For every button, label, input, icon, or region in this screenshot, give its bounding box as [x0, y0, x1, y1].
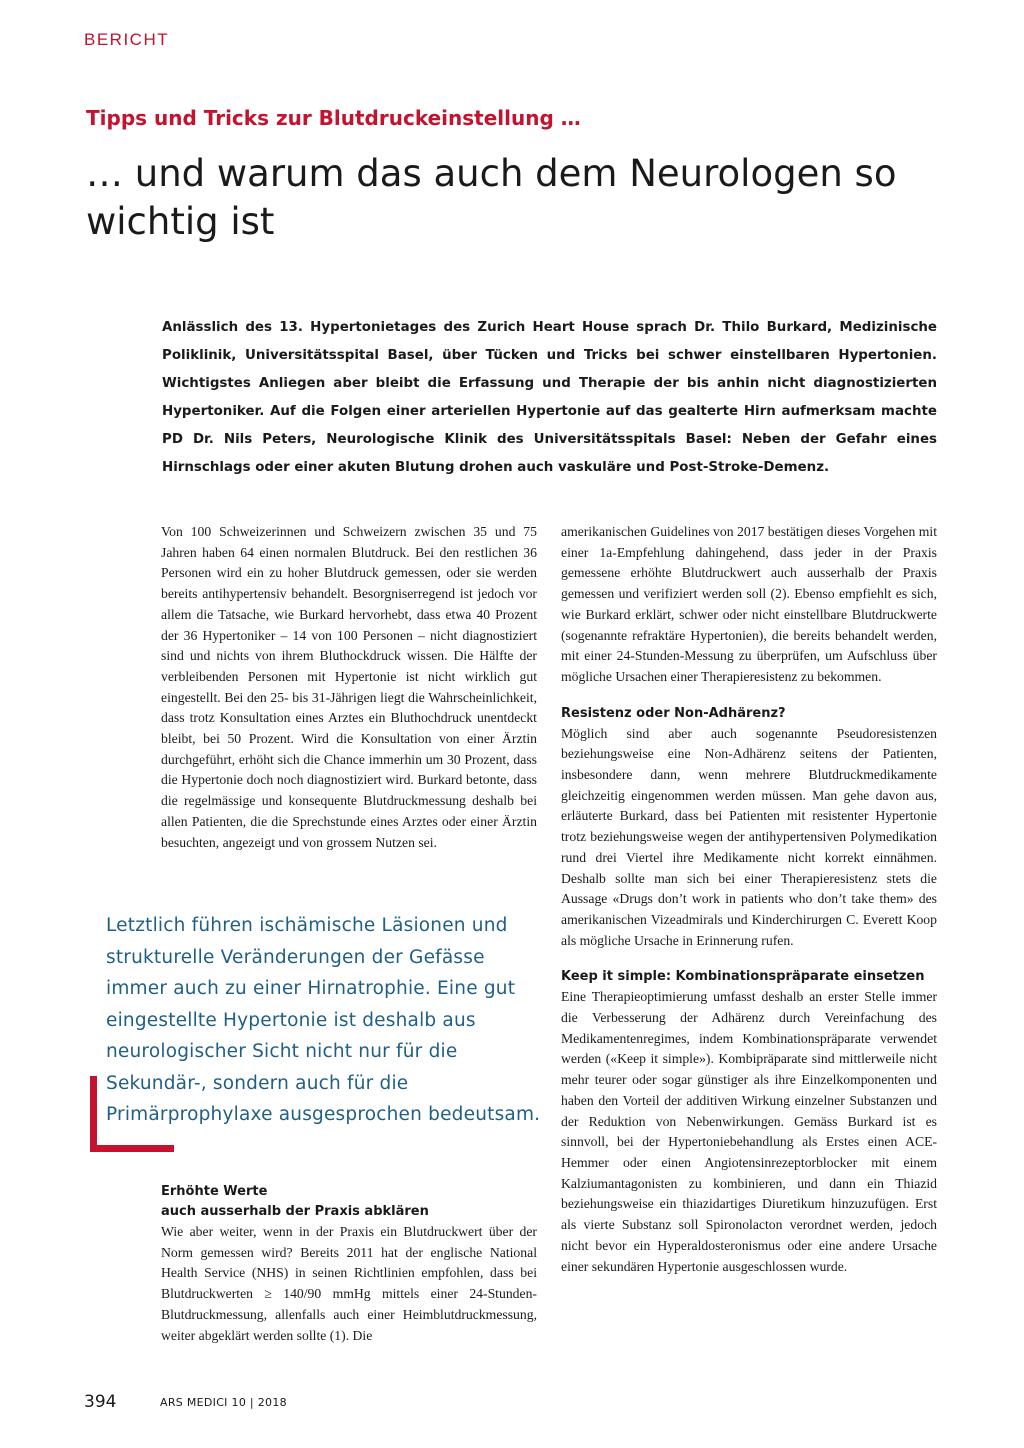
- section-heading-3: Keep it simple: Kombinationspräparate einsetzen: [561, 969, 925, 985]
- column-left-top: [161, 522, 537, 853]
- column-left-bottom: [161, 1182, 537, 1346]
- section-2-paragraph: Möglich sind aber auch sogenannte Pseudoresistenzen beziehungsweise eine Non-Adhärenz seitens der Patienten, insbesondere dann, wenn mehrere Blutdruckmedikamente gleichzeitig eingenommen werden müssen. Man gehe davon aus, erläuterte Burkard, dass bei Patienten mit resistenter Hypertonie trotz beziehungsweise wegen der antihypertensiven Polymedikation rund drei Viertel ihre Medikamente nicht korrekt einnähmen. Deshalb sollte man sich bei einer Therapieresistenz stets die Aussage «Drugs don’t work in patients who don’t take them» des amerikanischen Vizeadmirals und Kinderchirurgen C. Everett Koop als mögliche Ursache in Erinnerung rufen.: [561, 725, 937, 948]
- section-heading-1: [161, 1182, 537, 1222]
- section-3-paragraph: Eine Therapieoptimierung umfasst deshalb an erster Stelle immer die Verbesserung der Adhärenz durch Vereinfachung des Medikamentenregimes, indem Kombinationspräparate verwendet werden («Keep it simple»). Kombipräparate sind mittlerweile nicht mehr teurer oder sogar günstiger als ihre Einzelkomponenten und haben den Vorteil der additiven Wirkung einzelner Substanzen und der Reduktion von Nebenwirkungen. Gemäss Burkard ist es sinnvoll, bei der Hypertoniebehandlung als Erstes einen ACE-Hemmer oder einen Angiotensinrezeptorblocker mit einem Kalziumantagonisten zu kombinieren, und dann ein Thiazid beziehungsweise ein thiazidartiges Diuretikum hinzuzufügen. Erst als vierte Substanz soll Spironolacton verordnet werden, jedoch nicht bevor ein Hyperaldosteronismus oder eine andere Ursache einer sekundären Hypertonie ausgeschlossen wurde.: [561, 989, 937, 1274]
- article-headline: … und warum das auch dem Neurologen so wichtig ist: [86, 152, 897, 243]
- section-heading-2: Resistenz oder Non-Adhärenz?: [561, 705, 786, 721]
- pull-quote: Letztlich führen ischämische Läsionen und strukturelle Veränderungen der Gefässe immer auch zu einer Hirnatrophie. Eine gut eingestellte Hypertonie ist deshalb aus neurologischer Sicht nicht nur für die Sekundär-, sondern auch für die Primärprophylaxe ausgesprochen bedeutsam.: [106, 915, 541, 1125]
- pull-quote-bracket-vertical: [90, 1076, 97, 1152]
- intro-paragraph: Von 100 Schweizerinnen und Schweizern zwischen 35 und 75 Jahren haben 64 einen normalen Blutdruck. Bei den restlichen 36 Personen wird ein zu hoher Blutdruck gemessen, oder sie werden bereits antihypertensiv behandelt. Besorgniserregend ist jedoch vor allem die Tatsache, wie Burkard hervorhebt, dass etwa 40 Prozent der 36 Hypertoniker – 14 von 100 Personen – nicht diagnostiziert sind und nichts von ihrem Bluthockdruck wissen. Die Hälfte der verbleibenden Personen mit Hypertonie ist nicht wirklich gut eingestellt. Bei den 25- bis 31-Jährigen liegt die Wahrscheinlichkeit, dass trotz Konsultation eines Arztes ein Bluthochdruck unentdeckt bleibt, bei 50 Prozent. Wird die Konsultation von einer Ärztin durchgeführt, erhöht sich die Chance immerhin um 30 Prozent, dass die Hypertonie doch noch diagnostiziert wird. Burkard betonte, dass die regelmässige und konsequente Blutdruckmessung deshalb bei allen Patienten, die die Sprechstunde eines Arztes oder einer Ärztin besuchten, angezeigt und von grossem Nutzen sei.: [161, 524, 537, 850]
- article-lead: Anlässlich des 13. Hypertonietages des Zurich Heart House sprach Dr. Thilo Burkard, Medizinische Poliklinik, Universitätsspital Basel, über Tücken und Tricks bei schwer einstellbaren Hypertonien. Wichtigstes Anliegen aber bleibt die Erfassung und Therapie der bis anhin nicht diagnostizierten Hypertoniker. Auf die Folgen einer arteriellen Hypertonie auf das gealterte Hirn aufmerksam machte PD Dr. Nils Peters, Neurologische Klinik des Universitätsspitals Basel: Neben der Gefahr eines Hirnschlags oder einer akuten Blutung drohen auch vaskuläre und Post-Stroke-Demenz.: [162, 320, 937, 475]
- section-1-paragraph: Wie aber weiter, wenn in der Praxis ein Blutdruckwert über der Norm gemessen wird? Bereits 2011 hat der englische National Health Service (NHS) in seinen Richtlinien empfohlen, dass bei Blutdruckwerten ≥ 140/90 mmHg mittels einer 24-Stunden-Blutdruckmessung, allenfalls auch einer Heimblutdruckmessung, weiter abgeklärt werden sollte (1). Die: [161, 1224, 537, 1343]
- journal-issue: ARS MEDICI 10 | 2018: [160, 1396, 287, 1409]
- section-heading-1-line1: Erhöhte Werte: [161, 1184, 268, 1199]
- continuation-paragraph: amerikanischen Guidelines von 2017 bestätigen dieses Vorgehen mit einer 1a-Empfehlung dahingehend, dass jeder in der Praxis gemessene erhöhte Blutdruckwert auch ausserhalb der Praxis gemessen und verifiziert werden soll (2). Ebenso empfiehlt es sich, wie Burkard erklärt, schwer oder nicht einstellbare Blutdruckwerte (sogenannte refraktäre Hypertonien), die bereits behandelt werden, mit einer 24-Stunden-Messung zu überprüfen, um Aufschluss über mögliche Ursachen einer Therapieresistenz zu bekommen.: [561, 524, 937, 684]
- page-number: 394: [84, 1392, 117, 1412]
- pull-quote-bracket-horizontal: [90, 1145, 174, 1152]
- article-kicker: Tipps und Tricks zur Blutdruckeinstellung …: [86, 106, 581, 130]
- section-heading-1-line2: auch ausserhalb der Praxis abklären: [161, 1204, 429, 1219]
- section-label: BERICHT: [84, 30, 170, 49]
- column-right: [561, 522, 937, 1277]
